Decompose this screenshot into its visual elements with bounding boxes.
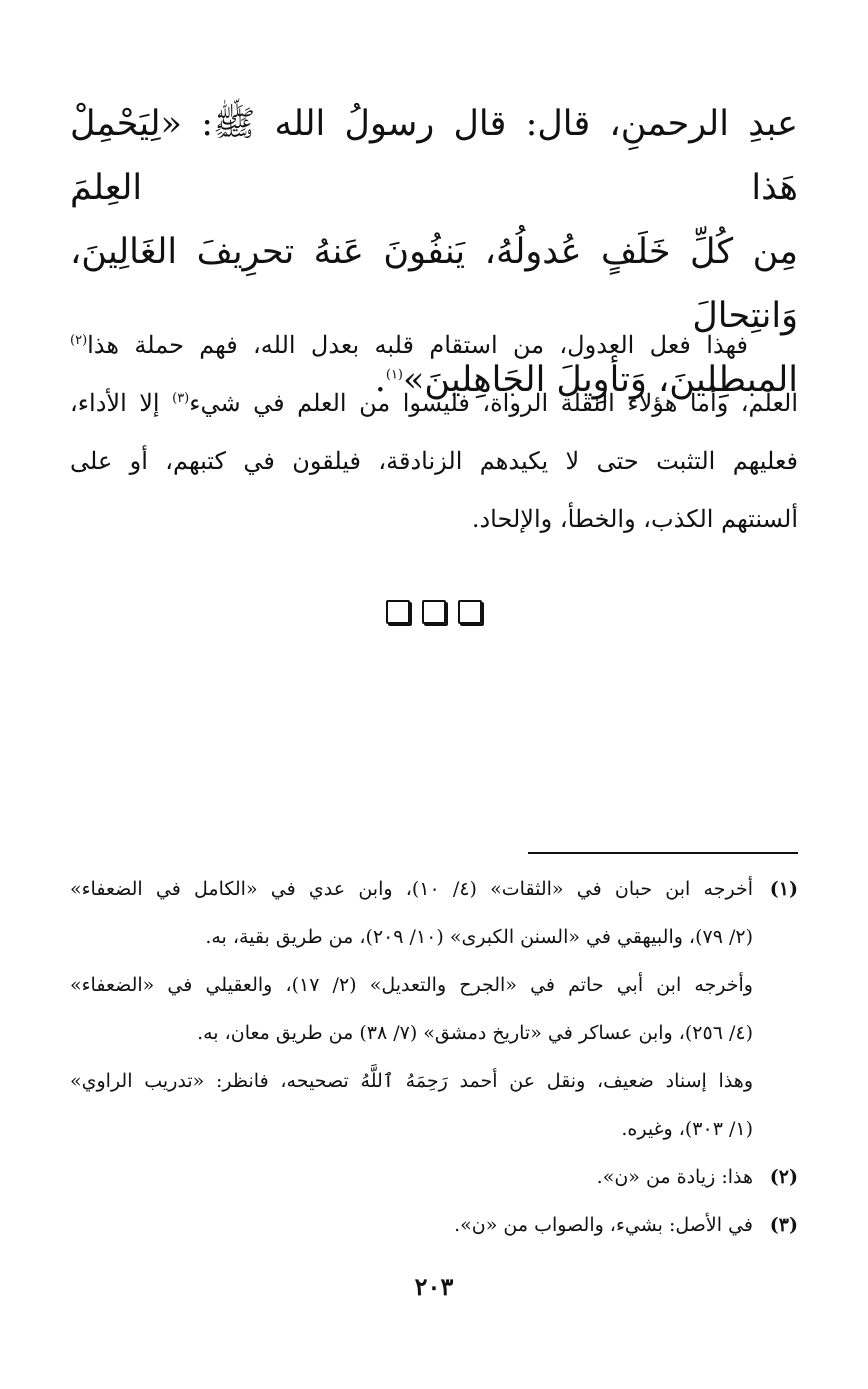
footnote-line: وأخرجه ابن أبي حاتم في «الجرح والتعديل» (٢/ ١٧)، والعقيلي في «الضعفاء» [70, 974, 753, 996]
footnote-number: (٢) [769, 1166, 798, 1188]
hadith-line-1: عبدِ الرحمنِ، قال: قال رسولُ الله ﷺ: «لِيَحْمِلْ هَذا العِلمَ [70, 104, 798, 208]
commentary-line-1 [70, 316, 798, 374]
page-number: ٢٠٣ [414, 1272, 454, 1301]
commentary-line-2-text-b: إلا الأداء، [70, 389, 173, 417]
ornament-square-icon [458, 600, 482, 624]
footnote-body [70, 1153, 753, 1201]
ornament-square-icon [422, 600, 446, 624]
commentary-line-2-text-a: العلم، وأما هؤلاء النقلة الرواة، فليسوا من العلم في شيء [189, 389, 798, 417]
footnote-1 [70, 865, 798, 1153]
footnote-line: في الأصل: بشيء، والصواب من «ن». [454, 1214, 753, 1236]
section-ornament [0, 600, 868, 630]
footnote-line: وهذا إسناد ضعيف، ونقل عن أحمد رَحِمَهُ ٱللَّهُ تصحيحه، فانظر: «تدريب الراوي» [70, 1070, 753, 1092]
footnote-number: (١) [769, 878, 798, 900]
commentary-paragraph [70, 316, 798, 548]
footnote-body [70, 865, 753, 1153]
ornament-square-icon [386, 600, 410, 624]
footnote-ref-1[interactable]: (١) [385, 367, 403, 383]
footnote-line: (٤/ ٢٥٦)، وابن عساكر في «تاريخ دمشق» (٧/ ٣٨) من طريق معان، به. [197, 1022, 753, 1044]
footnote-3 [70, 1201, 798, 1249]
commentary-line-1-text: فهذا فعل العدول، من استقام قلبه بعدل الله، فهم حملة هذا [87, 331, 749, 359]
footnote-2 [70, 1153, 798, 1201]
footnote-line: (١/ ٣٠٣)، وغيره. [621, 1118, 753, 1140]
commentary-line-4: ألسنتهم الكذب، والخطأ، والإلحاد. [471, 505, 798, 533]
footnote-ref-2[interactable]: (٢) [70, 333, 88, 348]
hadith-line-3-end: . [374, 360, 386, 400]
hadith-line-2: مِن كُلِّ خَلَفٍ عُدولُهُ، يَنفُونَ عَنهُ تحرِيفَ الغَالِينَ، وَانتِحالَ [70, 232, 798, 336]
footnote-line: أخرجه ابن حبان في «الثقات» (٤/ ١٠)، وابن عدي في «الكامل في الضعفاء» [70, 878, 753, 900]
footnote-line: (٢/ ٧٩)، والبيهقي في «السنن الكبرى» (١٠/ ٢٠٩)، من طريق بقية، به. [205, 926, 753, 948]
footnote-ref-3[interactable]: (٣) [172, 391, 190, 406]
commentary-line-2 [70, 374, 798, 432]
footnote-number: (٣) [769, 1214, 798, 1236]
commentary-line-3: فعليهم التثبت حتى لا يكيدهم الزنادقة، فيلقون في كتبهم، أو على [70, 447, 798, 475]
footnote-body [70, 1201, 753, 1249]
footnote-separator [528, 852, 798, 854]
footnotes [70, 865, 798, 1249]
footnote-line: هذا: زيادة من «ن». [596, 1166, 753, 1188]
hadith-line-3-text: المبطِلينَ، وَتأوِيلَ الجَاهِلينَ» [403, 360, 798, 400]
